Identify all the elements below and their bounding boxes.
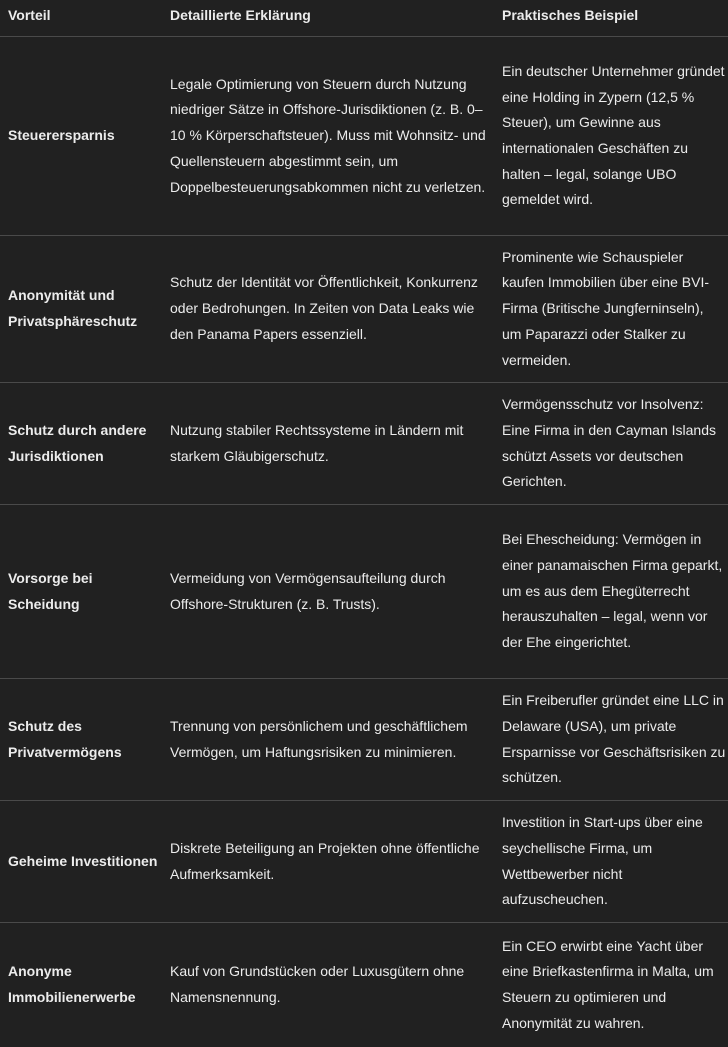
cell-beispiel: Ein CEO erwirbt eine Yacht über eine Briefkastenfirma in Malta, um Steuern zu optimieren und Anonymität zu wahren. xyxy=(502,937,714,1031)
cell-erklaerung: Trennung von persönlichem und geschäftlichem Vermögen, um Haftungsrisiken zu minimieren. xyxy=(170,717,468,760)
cell-vorteil: Schutz durch andere Jurisdiktionen xyxy=(8,421,147,464)
cell-beispiel: Bei Ehescheidung: Vermögen in einer panamaischen Firma geparkt, um es aus dem Ehegüterrecht herauszuhalten – legal, wenn vor der Ehe eingerichtet. xyxy=(502,531,723,651)
cell-beispiel: Prominente wie Schauspieler kaufen Immobilien über eine BVI-Firma (Britische Jungferninseln), um Paparazzi oder Stalker zu vermeiden. xyxy=(502,248,709,368)
table-row xyxy=(0,505,728,679)
cell-vorteil: Vorsorge bei Scheidung xyxy=(8,569,93,612)
header-erklaerung: Detaillierte Erklärung xyxy=(170,7,311,23)
cell-beispiel: Vermögensschutz vor Insolvenz: Eine Firma in den Cayman Islands schützt Assets vor deutschen Gerichten. xyxy=(502,396,716,490)
cell-erklaerung: Legale Optimierung von Steuern durch Nutzung niedriger Sätze in Offshore-Jurisdiktionen (z. B. 0–10 % Körperschaftsteuer). Muss mit Wohnsitz- und Quellensteuern abgestimmt sein, um Doppelbesteuerungsabkommen nicht zu verletzen. xyxy=(170,75,486,195)
cell-erklaerung: Kauf von Grundstücken oder Luxusgütern ohne Namensnennung. xyxy=(170,963,465,1005)
cell-beispiel: Investition in Start-ups über eine seychellische Firma, um Wettbewerber nicht aufzuscheuchen. xyxy=(502,814,703,908)
header-vorteil: Vorteil xyxy=(8,7,51,23)
table-header-row xyxy=(0,0,728,37)
cell-erklaerung: Diskrete Beteiligung an Projekten ohne öffentliche Aufmerksamkeit. xyxy=(170,839,480,882)
table-row xyxy=(0,236,728,383)
cell-vorteil: Anonyme Immobilienerwerbe xyxy=(8,963,136,1005)
table-row xyxy=(0,801,728,923)
table-row xyxy=(0,37,728,236)
cell-erklaerung: Vermeidung von Vermögensaufteilung durch Offshore-Strukturen (z. B. Trusts). xyxy=(170,569,446,612)
header-beispiel: Praktisches Beispiel xyxy=(502,7,639,23)
table-row xyxy=(0,923,728,1047)
cell-erklaerung: Nutzung stabiler Rechtssysteme in Ländern mit starkem Gläubigerschutz. xyxy=(170,421,464,464)
cell-vorteil: Schutz des Privatvermögens xyxy=(8,717,122,760)
cell-erklaerung: Schutz der Identität vor Öffentlichkeit, Konkurrenz oder Bedrohungen. In Zeiten von Data Leaks wie den Panama Papers essenziell. xyxy=(170,274,478,342)
table-row xyxy=(0,383,728,505)
cell-beispiel: Ein deutscher Unternehmer gründet eine Holding in Zypern (12,5 % Steuer), um Gewinne aus internationalen Geschäften zu halten – legal, solange UBO gemeldet wird. xyxy=(502,62,725,208)
table-row xyxy=(0,679,728,801)
cell-beispiel: Ein Freiberufler gründet eine LLC in Delaware (USA), um private Ersparnisse vor Geschäftsrisiken zu schützen. xyxy=(502,692,726,786)
cell-vorteil: Steuerersparnis xyxy=(8,127,115,144)
cell-vorteil: Geheime Investitionen xyxy=(8,852,158,869)
cell-vorteil: Anonymität und Privatsphäreschutz xyxy=(8,287,138,329)
